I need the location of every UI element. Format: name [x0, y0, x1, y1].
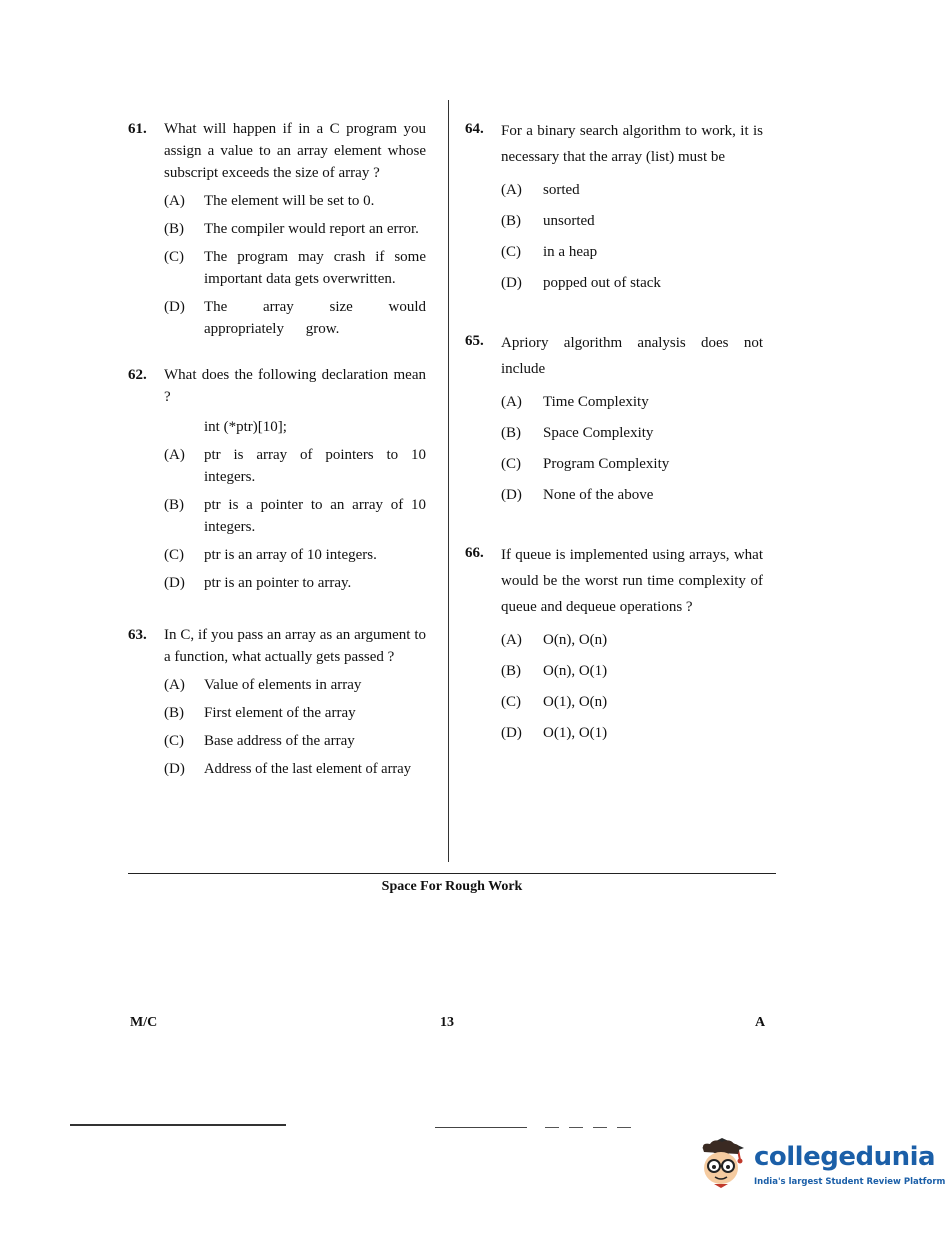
option-text: sorted — [543, 182, 580, 198]
option-label: (B) — [164, 221, 184, 237]
question-63 — [128, 624, 426, 780]
option-label: (C) — [164, 733, 184, 749]
question-text: In C, if you pass an array as an argument to a function, what actually gets passed ? — [164, 627, 426, 665]
code-declaration: int (*ptr)[10]; — [204, 419, 287, 435]
question-number: 62. — [128, 367, 147, 383]
right-column — [465, 118, 763, 744]
question-65 — [465, 330, 763, 506]
option-label: (A) — [164, 193, 185, 209]
option-text: O(n), O(n) — [543, 632, 608, 648]
question-number: 61. — [128, 121, 147, 137]
option-label: (A) — [501, 394, 522, 410]
booklet-series: A — [755, 1015, 766, 1030]
option-label: (C) — [164, 249, 184, 265]
question-text: What does the following declaration mean ? — [164, 367, 426, 405]
brand-name: collegedunia — [754, 1142, 936, 1172]
bottom-rule-dashed — [545, 1127, 633, 1128]
option-label: (B) — [164, 497, 184, 513]
option-text: None of the above — [543, 487, 654, 503]
left-column — [128, 118, 426, 780]
option-text: ptr is an array of 10 integers. — [204, 547, 377, 563]
option-text: O(n), O(1) — [543, 663, 608, 679]
footer-code: M/C — [130, 1015, 158, 1030]
question-number: 64. — [465, 121, 484, 137]
option-label: (C) — [501, 244, 521, 260]
option-label: (D) — [164, 299, 185, 315]
option-text: The array size would appropriately grow. — [204, 299, 426, 337]
option-label: (B) — [501, 663, 521, 679]
option-text: Address of the last element of array — [204, 761, 411, 777]
option-label: (A) — [164, 677, 185, 693]
question-61 — [128, 118, 426, 340]
option-label: (B) — [164, 705, 184, 721]
column-divider — [448, 100, 449, 862]
option-label: (A) — [501, 182, 522, 198]
option-text: ptr is array of pointers to 10 integers. — [204, 447, 426, 485]
question-62 — [128, 364, 426, 594]
option-label: (D) — [501, 725, 522, 741]
graduate-mascot-icon — [696, 1134, 750, 1190]
option-text: O(1), O(n) — [543, 694, 608, 710]
option-text: Time Complexity — [543, 394, 649, 410]
option-text: Value of elements in array — [204, 677, 362, 693]
question-text: Apriory algorithm analysis does not include — [501, 335, 763, 377]
option-label: (D) — [164, 761, 185, 777]
option-label: (D) — [501, 275, 522, 291]
option-label: (B) — [501, 425, 521, 441]
section-divider — [128, 873, 776, 874]
option-text: O(1), O(1) — [543, 725, 608, 741]
option-text: ptr is an pointer to array. — [204, 575, 352, 591]
option-label: (C) — [164, 547, 184, 563]
option-text: popped out of stack — [543, 275, 661, 291]
rough-work-label: Space For Rough Work — [381, 879, 523, 894]
brand-watermark — [696, 1132, 946, 1196]
option-text: Program Complexity — [543, 456, 670, 472]
option-label: (A) — [501, 632, 522, 648]
question-66 — [465, 542, 763, 744]
question-text: What will happen if in a C program you assign a value to an array element whose subscript exceeds the size of array ? — [164, 121, 426, 181]
option-label: (B) — [501, 213, 521, 229]
option-label: (C) — [501, 694, 521, 710]
question-64 — [465, 118, 763, 294]
brand-tagline: India's largest Student Review Platform — [754, 1177, 946, 1187]
question-text: For a binary search algorithm to work, it is necessary that the array (list) must be — [501, 123, 763, 165]
option-label: (C) — [501, 456, 521, 472]
option-text: The program may crash if some important data gets overwritten. — [204, 249, 426, 287]
question-number: 65. — [465, 333, 484, 349]
option-text: unsorted — [543, 213, 595, 229]
option-text: The compiler would report an error. — [204, 221, 419, 237]
option-label: (D) — [164, 575, 185, 591]
bottom-rule-center — [435, 1127, 527, 1128]
option-text: First element of the array — [204, 705, 356, 721]
option-text: Space Complexity — [543, 425, 654, 441]
question-number: 63. — [128, 627, 147, 643]
option-label: (D) — [501, 487, 522, 503]
option-text: in a heap — [543, 244, 598, 260]
bottom-rule-left — [70, 1124, 286, 1126]
question-number: 66. — [465, 545, 484, 561]
option-text: ptr is a pointer to an array of 10 integers. — [204, 497, 426, 535]
option-text: The element will be set to 0. — [204, 193, 375, 209]
question-text: If queue is implemented using arrays, what would be the worst run time complexity of queue and dequeue operations ? — [501, 547, 763, 615]
option-text: Base address of the array — [204, 733, 355, 749]
option-label: (A) — [164, 447, 185, 463]
page-number: 13 — [440, 1015, 454, 1030]
